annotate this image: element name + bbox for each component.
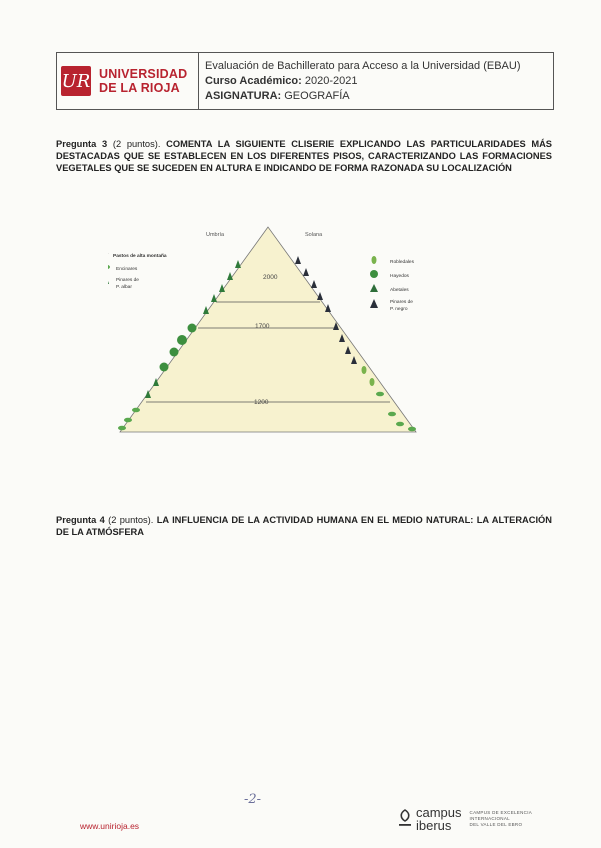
exam-title: Evaluación de Bachillerato para Acceso a la Universidad (EBAU) xyxy=(205,60,521,72)
campus-subtitle: CAMPUS DE EXCELENCIA INTERNACIONAL DEL VALLE DEL EBRO xyxy=(469,810,533,827)
pinar-albar-legend-icon xyxy=(108,275,109,284)
legend-p-albar: P. albar xyxy=(116,285,132,290)
legend-robledales: Robledales xyxy=(390,260,415,265)
legend-hayedos: Hayedos xyxy=(390,274,409,279)
campus-name: campus iberus xyxy=(416,805,462,833)
footer-url-link[interactable]: www.unirioja.es xyxy=(80,821,140,831)
course-line: Curso Académico: 2020-2021 xyxy=(205,75,358,87)
university-emblem-icon: UR xyxy=(61,66,91,96)
legend-pastos: Pastos de alta montaña xyxy=(113,254,167,259)
level-label-1200: 1200 xyxy=(254,399,269,406)
question-4-text: LA INFLUENCIA DE LA ACTIVIDAD HUMANA EN EL MEDIO NATURAL: LA ALTERACIÓN DE LA ATMÓSFERA xyxy=(56,515,552,537)
robledales-legend-icon xyxy=(372,256,377,264)
legend-p-negro: P. negro xyxy=(390,307,408,312)
solana-label: Solana xyxy=(305,232,323,238)
cliserie-diagram xyxy=(108,222,428,442)
abetales-legend-icon xyxy=(370,284,378,292)
level-label-2000: 2000 xyxy=(263,274,278,281)
legend-pinares: Pinares de xyxy=(116,278,139,283)
question-3: Pregunta 3 (2 puntos). COMENTA LA SIGUIENTE CLISERIE EXPLICANDO LAS PARTICULARIDADES MÁS DESTACADAS QUE SE ESTABLECEN EN LOS DIFERENTES PISOS, CARACTERIZANDO LAS FORMACIONES VEGETALES QUE SE SUCEDEN EN ALTURA E INDICANDO DE FORMA RAZONADA SU LOCALIZACIÓN xyxy=(56,139,553,173)
hayedos-legend-icon xyxy=(370,270,378,278)
pinar-negro-legend-icon xyxy=(370,299,378,308)
level-label-1700: 1700 xyxy=(255,323,270,330)
exam-info xyxy=(199,53,521,109)
legend-pinares-negro: Pinares de xyxy=(390,300,413,305)
university-logo xyxy=(57,53,199,109)
question-4: Pregunta 4 (2 puntos). LA INFLUENCIA DE LA ACTIVIDAD HUMANA EN EL MEDIO NATURAL: LA ALTERACIÓN DE LA ATMÓSFERA xyxy=(56,515,552,537)
umbria-label: Umbría xyxy=(206,232,225,238)
university-name: UNIVERSIDAD DE LA RIOJA xyxy=(99,67,188,95)
encinares-legend-icon xyxy=(108,265,110,270)
subject-line: ASIGNATURA: GEOGRAFÍA xyxy=(205,90,350,102)
campus-iberus-logo xyxy=(398,806,532,832)
legend-encinares: Encinares xyxy=(116,267,138,272)
exam-header xyxy=(56,52,554,110)
campus-iberus-icon xyxy=(398,809,412,829)
page-number: -2- xyxy=(244,792,262,807)
question-3-text: COMENTA LA SIGUIENTE CLISERIE EXPLICANDO LAS PARTICULARIDADES MÁS DESTACADAS QUE SE ESTABLECEN EN LOS DIFERENTES PISOS, CARACTERIZANDO LAS FORMACIONES VEGETALES QUE SE SUCEDEN EN ALTURA E INDICANDO DE FORMA RAZONADA SU LOCALIZACIÓN xyxy=(56,139,553,173)
legend-abetales: Abetales xyxy=(390,288,409,293)
